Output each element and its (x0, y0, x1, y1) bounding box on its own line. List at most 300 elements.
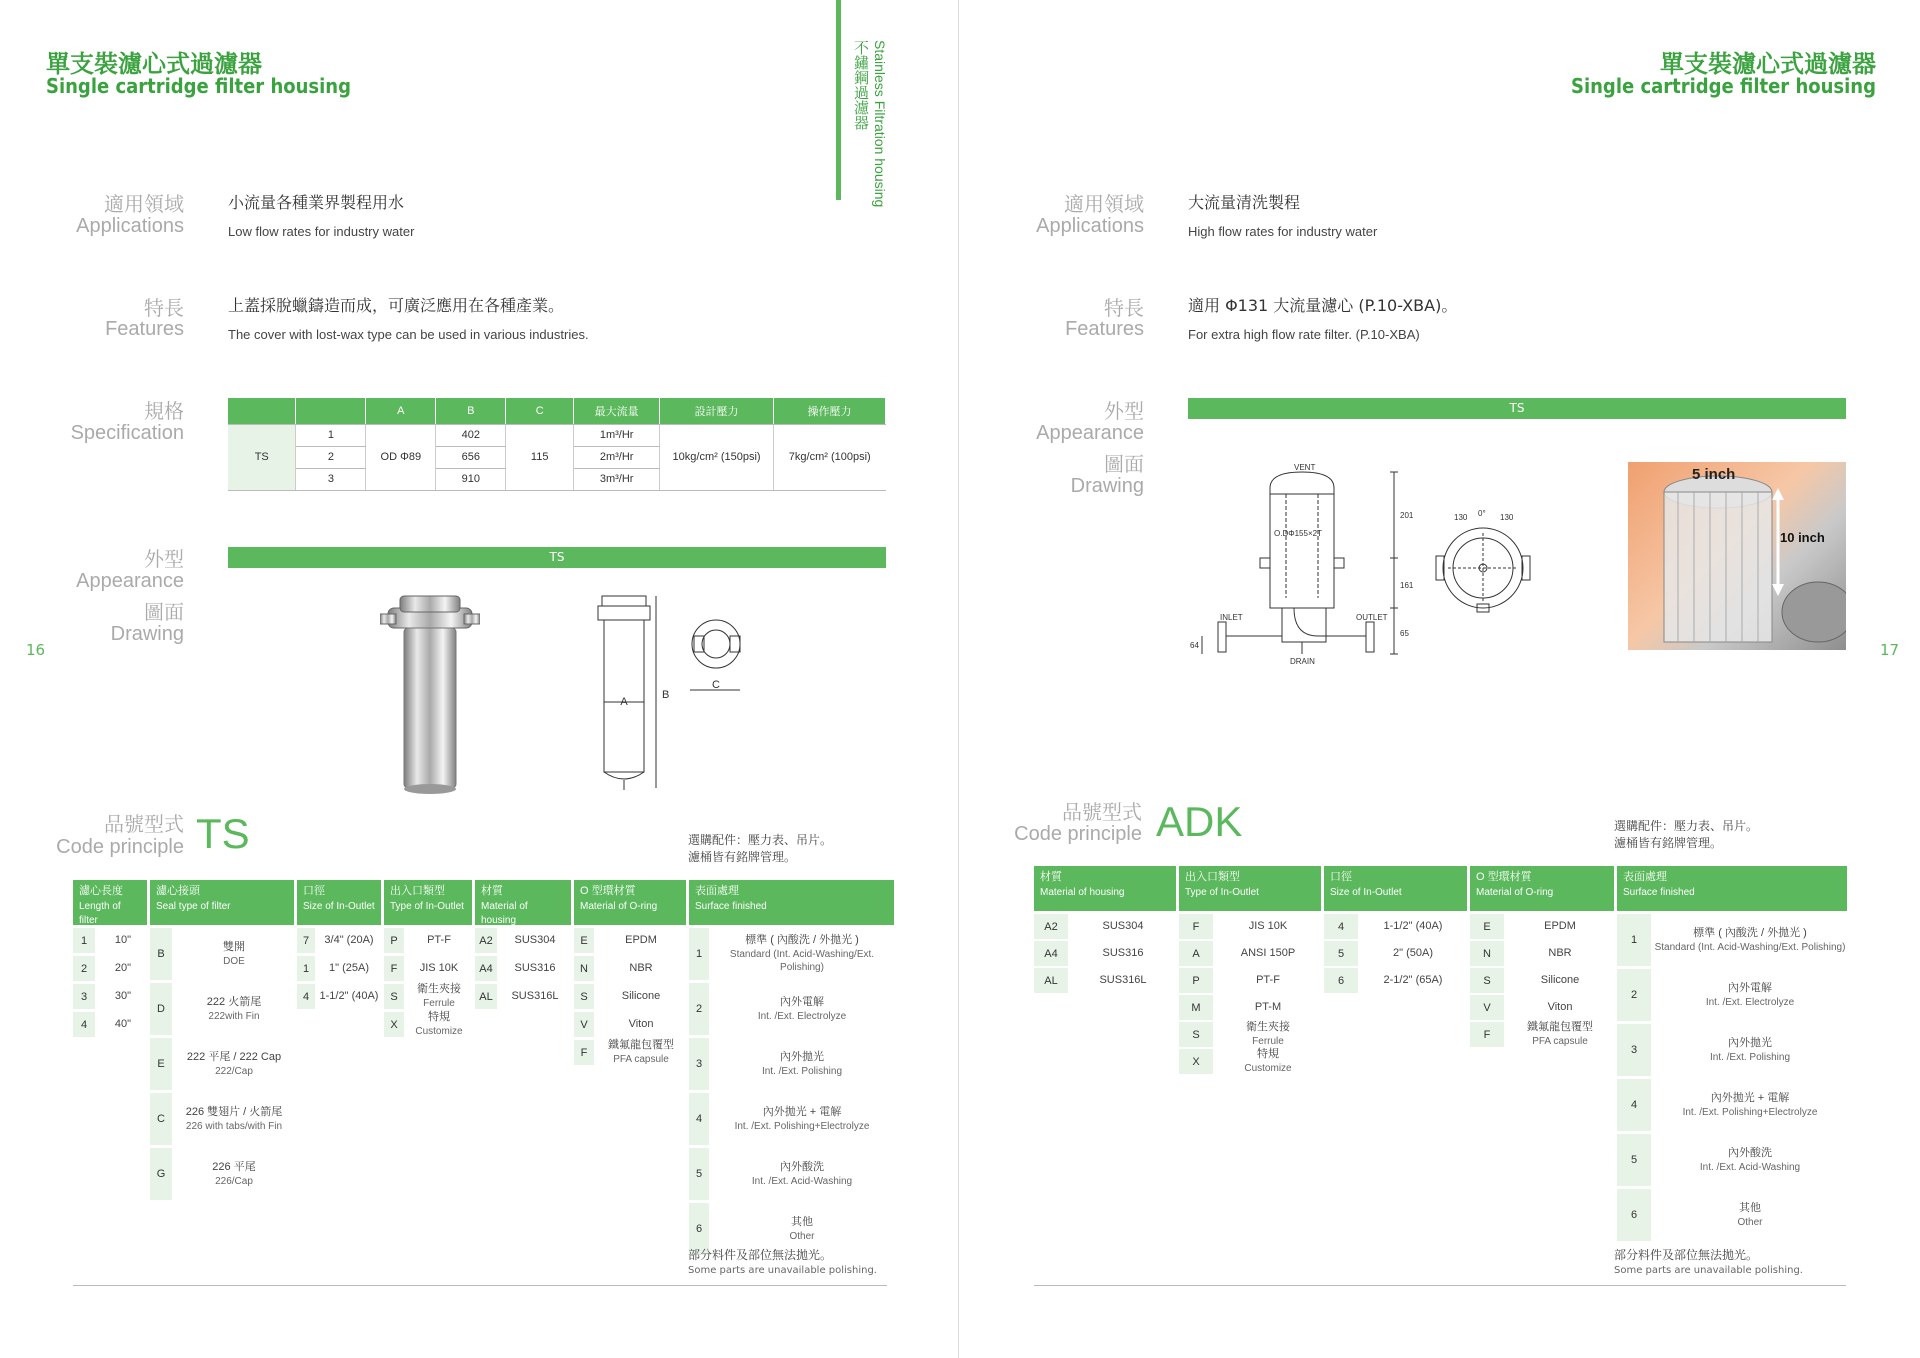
option-text: 40" (114, 1018, 132, 1031)
option-code: V (574, 1012, 594, 1037)
option-text: 內外電解 (1728, 981, 1772, 994)
features-text-zh: 適用 Φ131 大流量濾心 (P.10-XBA)。 (1188, 296, 1458, 315)
option-text: 內外拋光 + 電解 (762, 1105, 842, 1118)
option-text-en: Int. /Ext. Polishing (761, 1065, 843, 1077)
option-value (318, 928, 380, 953)
appearance-bar: TS (228, 547, 886, 568)
option-text-en: 226 with tabs/with Fin (185, 1120, 283, 1132)
option-value (597, 956, 685, 981)
option-code: S (1179, 1022, 1213, 1047)
option-text: 鐵氟龍包覆型 (1527, 1021, 1593, 1034)
col-label-en: Size of In-Outlet (303, 900, 375, 912)
dim-64: 64 (1190, 641, 1199, 650)
option-code: AL (475, 984, 497, 1009)
option-text: EPDM (625, 934, 657, 947)
option-code: 4 (73, 1012, 95, 1037)
code-model: TS (196, 810, 250, 857)
applications-text-en: Low flow rates for industry water (228, 224, 415, 239)
option-text: 1-1/2" (40A) (319, 990, 379, 1003)
option-code: E (574, 928, 594, 953)
option-code: S (384, 984, 404, 1009)
housing-drawing (590, 590, 810, 800)
code-label-en: Code principle (56, 836, 184, 858)
option-text: 內外拋光 (780, 1050, 824, 1063)
option-text: PT-M (1254, 1001, 1282, 1014)
option-code: 2 (689, 983, 709, 1035)
option-value (500, 928, 570, 953)
option-text-en: Int. /Ext. Polishing+Electrolyze (734, 1120, 870, 1132)
option-code: 1 (297, 956, 315, 981)
spec-header: A (366, 398, 436, 424)
col-label-zh: 出入口類型 (390, 885, 445, 897)
option-code: 7 (297, 928, 315, 953)
code-footnote (688, 1247, 877, 1278)
option-text: 內外拋光 (1728, 1036, 1772, 1049)
spec-row-num: 1 (296, 424, 366, 446)
drain-label: DRAIN (1290, 657, 1315, 666)
page-gutter (958, 0, 959, 1358)
appearance-label-en: Appearance (76, 570, 184, 592)
code-note-1: 選購配件：壓力表、吊片。 (688, 833, 833, 847)
option-code: B (150, 928, 172, 980)
option-text: 226 平尾 (212, 1160, 256, 1173)
option-code: 5 (1617, 1134, 1651, 1186)
col-label-en: Surface finished (1623, 886, 1695, 898)
option-code: P (384, 928, 404, 953)
spec-flow: 2m³/Hr (574, 446, 660, 468)
drawing-label-zh: 圖面 (1104, 452, 1144, 476)
option-value (712, 1093, 892, 1145)
col-size (297, 880, 381, 925)
col-label-en: Material of O-ring (1476, 886, 1554, 898)
bottom-rule (73, 1285, 887, 1286)
spec-c: 115 (506, 424, 574, 490)
col-size (1324, 866, 1467, 911)
code-note-2: 濾桶皆有銘牌管理。 (688, 849, 797, 864)
spec-table (228, 398, 886, 491)
option-code: F (1470, 1022, 1504, 1047)
option-code: X (1179, 1049, 1213, 1074)
option-code: P (1179, 968, 1213, 993)
option-value (712, 1038, 892, 1090)
option-value (1071, 914, 1175, 939)
col-label-zh: O 型環材質 (580, 885, 636, 897)
col-label-en: Type of In-Outlet (390, 900, 464, 912)
spec-row-num: 3 (296, 468, 366, 490)
option-code: S (1470, 968, 1504, 993)
option-value (1216, 1022, 1320, 1047)
option-text: 1-1/2" (40A) (1383, 920, 1443, 933)
option-code: A4 (475, 956, 497, 981)
option-code: N (1470, 941, 1504, 966)
option-value (1507, 914, 1613, 939)
col-material (1034, 866, 1176, 911)
option-value (597, 1040, 685, 1065)
side-title-zh: 不鏽鋼過濾器 (852, 40, 870, 130)
spec-header: B (436, 398, 506, 424)
option-code: 3 (689, 1038, 709, 1090)
applications-label-en: Applications (76, 215, 184, 237)
option-text-en: Int. /Ext. Electrolyze (1705, 996, 1795, 1008)
option-code: 2 (73, 956, 95, 981)
side-accent-bar (836, 0, 841, 200)
spec-label-zh: 規格 (144, 399, 184, 423)
option-text-en: Int. /Ext. Acid-Washing (1699, 1161, 1801, 1173)
col-label-en: Material of O-ring (580, 900, 658, 912)
dim-65: 65 (1400, 629, 1409, 638)
cartridge-illustration (1628, 462, 1846, 650)
spec-header: 操作壓力 (774, 398, 886, 424)
page-number: 16 (26, 641, 46, 659)
applications-label-en: Applications (1036, 215, 1144, 237)
col-type (1179, 866, 1321, 911)
option-code: F (384, 956, 404, 981)
option-value (175, 1093, 293, 1145)
dim-201: 201 (1400, 511, 1414, 520)
option-code: 6 (1324, 968, 1358, 993)
option-text: 內外酸洗 (1728, 1146, 1772, 1159)
option-value (500, 984, 570, 1009)
option-value (175, 1148, 293, 1200)
option-value (597, 928, 685, 953)
option-text: SUS316L (511, 990, 559, 1003)
option-value (712, 983, 892, 1035)
col-label-zh: 口徑 (1330, 871, 1352, 883)
spec-model: TS (228, 424, 296, 490)
option-value (712, 1148, 892, 1200)
col-label-zh: 濾心長度 (79, 885, 123, 897)
option-code: 5 (689, 1148, 709, 1200)
spec-flow: 1m³/Hr (574, 424, 660, 446)
option-value (1654, 1079, 1846, 1131)
col-label-en: Material of housing (481, 900, 528, 927)
option-text-en: Ferrule (1252, 1036, 1284, 1048)
option-value (1507, 968, 1613, 993)
spec-b: 402 (436, 424, 506, 446)
page-number: 17 (1880, 641, 1900, 659)
option-value (98, 1012, 148, 1037)
option-value (1361, 968, 1465, 993)
code-note-1: 選購配件：壓力表、吊片。 (1614, 819, 1759, 833)
option-code: M (1179, 995, 1213, 1020)
housing-photo (380, 590, 480, 800)
option-code: F (574, 1040, 594, 1065)
option-value (175, 983, 293, 1035)
option-code: N (574, 956, 594, 981)
option-text-en: 222with Fin (208, 1010, 260, 1022)
spec-flow: 3m³/Hr (574, 468, 660, 490)
option-text: 222 平尾 / 222 Cap (186, 1050, 282, 1063)
option-code: 1 (689, 928, 709, 980)
col-label-zh: 材質 (481, 885, 503, 897)
features-label-zh: 特長 (144, 296, 184, 320)
option-value (500, 956, 570, 981)
option-text: 內外電解 (780, 995, 824, 1008)
option-value (1216, 995, 1320, 1020)
code-note (1614, 818, 1758, 852)
option-text: 雙開 (223, 940, 245, 953)
option-value (712, 928, 892, 980)
spec-header: C (506, 398, 574, 424)
option-text-en: Standard (Int. Acid-Washing/Ext. Polishing) (729, 948, 875, 974)
code-note-2: 濾桶皆有銘牌管理。 (1614, 835, 1723, 850)
features-text-en: For extra high flow rate filter. (P.10-XBA) (1188, 327, 1420, 342)
dim-c-label: C (712, 679, 720, 691)
option-text: 內外拋光 + 電解 (1710, 1091, 1790, 1104)
option-code: G (150, 1148, 172, 1200)
option-code: 1 (1617, 914, 1651, 966)
option-code: A4 (1034, 941, 1068, 966)
option-text: 內外酸洗 (780, 1160, 824, 1173)
spec-oper-pressure: 7kg/cm² (100psi) (774, 424, 886, 490)
option-code: 4 (689, 1093, 709, 1145)
option-text: EPDM (1544, 920, 1576, 933)
option-text: 特規 (1257, 1048, 1279, 1061)
col-label-en: Seal type of filter (156, 900, 231, 912)
applications-text-en: High flow rates for industry water (1188, 224, 1378, 239)
spec-header (228, 398, 296, 424)
spec-row-num: 2 (296, 446, 366, 468)
option-code: 6 (689, 1203, 709, 1255)
option-text: 標準 ( 內酸洗 / 外拋光 ) (745, 934, 859, 947)
footnote-en: Some parts are unavailable polishing. (688, 1264, 877, 1276)
option-code: F (1179, 914, 1213, 939)
option-value (1654, 914, 1846, 966)
col-material (475, 880, 571, 925)
option-code: 3 (73, 984, 95, 1009)
option-text: Viton (1547, 1001, 1573, 1014)
photo-label-5inch: 5 inch (1692, 466, 1736, 483)
option-text: SUS316 (1102, 947, 1144, 960)
option-text: SUS316 (514, 962, 556, 975)
option-value (98, 956, 148, 981)
option-value (175, 1038, 293, 1090)
col-label-en: Type of In-Outlet (1185, 886, 1259, 898)
option-text: 20" (114, 962, 132, 975)
option-text-en: Int. /Ext. Electrolyze (757, 1010, 847, 1022)
option-text: 3/4" (20A) (324, 934, 374, 947)
angle-130-left: 130 (1454, 513, 1468, 522)
col-label-zh: 出入口類型 (1185, 871, 1240, 883)
option-text: PT-F (427, 934, 451, 947)
option-text: SUS316L (1099, 974, 1147, 987)
option-text-en: Customize (415, 1026, 463, 1038)
col-label-en: Length of filter (79, 900, 121, 927)
option-code: 2 (1617, 969, 1651, 1021)
option-text: 222 火箭尾 (206, 995, 262, 1008)
col-label-zh: 口徑 (303, 885, 325, 897)
col-length (73, 880, 147, 925)
option-text-en: PFA capsule (613, 1054, 669, 1066)
option-code: D (150, 983, 172, 1035)
option-text-en: Ferrule (423, 998, 455, 1010)
footnote-zh: 部分料件及部位無法拋光。 (1614, 1248, 1759, 1262)
option-text-en: Int. /Ext. Acid-Washing (751, 1175, 853, 1187)
code-label-zh: 品號型式 (1062, 800, 1142, 824)
applications-text-zh: 小流量各種業界製程用水 (228, 193, 405, 212)
code-note (688, 832, 832, 866)
option-text-en: Other (789, 1230, 815, 1242)
option-text: 特規 (428, 1011, 450, 1024)
spec-label-en: Specification (70, 422, 184, 444)
page-title-zh: 單支裝濾心式過濾器 (1660, 50, 1876, 78)
option-code: 4 (297, 984, 315, 1009)
option-value (1361, 941, 1465, 966)
option-text-en: 226/Cap (215, 1175, 253, 1187)
option-value (1216, 914, 1320, 939)
spec-b: 910 (436, 468, 506, 490)
option-value (1071, 968, 1175, 993)
option-code: 4 (1617, 1079, 1651, 1131)
col-label-en: Surface finished (695, 900, 767, 912)
option-value (1216, 941, 1320, 966)
option-code: X (384, 1012, 404, 1037)
option-text: 標準 ( 內酸洗 / 外拋光 ) (1693, 926, 1807, 939)
option-text: 2-1/2" (65A) (1383, 974, 1443, 987)
col-label-zh: 表面處理 (1623, 871, 1667, 883)
option-value (98, 984, 148, 1009)
spec-header: 設計壓力 (660, 398, 774, 424)
applications-label-zh: 適用領域 (104, 192, 184, 216)
option-value (1216, 1049, 1320, 1074)
option-code: E (1470, 914, 1504, 939)
option-code: AL (1034, 968, 1068, 993)
col-surface (689, 880, 894, 925)
drawing-label-zh: 圖面 (144, 600, 184, 624)
option-text-en: PFA capsule (1532, 1036, 1588, 1048)
option-text: JIS 10K (419, 962, 459, 975)
option-code: C (150, 1093, 172, 1145)
option-code: A2 (475, 928, 497, 953)
spec-design-pressure: 10kg/cm² (150psi) (660, 424, 774, 490)
footnote-en: Some parts are unavailable polishing. (1614, 1264, 1803, 1276)
col-label-zh: 濾心接頭 (156, 885, 200, 897)
option-value (1216, 968, 1320, 993)
option-text: 226 雙翅片 / 火箭尾 (185, 1105, 283, 1118)
option-text: 1" (25A) (329, 962, 369, 975)
option-value (597, 984, 685, 1009)
option-code: A (1179, 941, 1213, 966)
spec-a: OD Φ89 (366, 424, 436, 490)
option-text: Silicone (1540, 974, 1580, 987)
applications-label-zh: 適用領域 (1064, 192, 1144, 216)
option-code: A2 (1034, 914, 1068, 939)
col-label-zh: 表面處理 (695, 885, 739, 897)
option-text-en: Other (1737, 1216, 1763, 1228)
side-title-en: Stainless Filtration housing (872, 40, 888, 208)
option-code: S (574, 984, 594, 1009)
option-value (1071, 941, 1175, 966)
option-value (98, 928, 148, 953)
option-text: 其他 (1739, 1201, 1761, 1214)
option-text: SUS304 (1102, 920, 1144, 933)
option-code: 6 (1617, 1189, 1651, 1241)
col-oring (574, 880, 686, 925)
option-value (407, 956, 471, 981)
option-text-en: Int. /Ext. Polishing+Electrolyze (1682, 1106, 1818, 1118)
option-value (407, 1012, 471, 1037)
col-seal (150, 880, 294, 925)
option-text-en: DOE (223, 955, 245, 967)
option-text: 鐵氟龍包覆型 (608, 1039, 674, 1052)
features-text-en: The cover with lost-wax type can be used in various industries. (228, 327, 589, 342)
option-value (407, 984, 471, 1009)
option-text: PT-F (1256, 974, 1280, 987)
col-surface (1617, 866, 1847, 911)
page-title-en: Single cartridge filter housing (1571, 74, 1876, 98)
option-code: V (1470, 995, 1504, 1020)
option-value (1654, 1024, 1846, 1076)
option-text-en: 222/Cap (215, 1065, 253, 1077)
option-value (1507, 995, 1613, 1020)
option-value (1654, 1189, 1846, 1241)
option-code: 1 (73, 928, 95, 953)
option-code: 4 (1324, 914, 1358, 939)
option-text: SUS304 (514, 934, 556, 947)
option-text-en: Int. /Ext. Polishing (1709, 1051, 1791, 1063)
drawing-label-en: Drawing (1070, 475, 1144, 497)
col-oring (1470, 866, 1614, 911)
col-label-en: Size of In-Outlet (1330, 886, 1402, 898)
option-value (318, 956, 380, 981)
drawing-label-en: Drawing (110, 623, 184, 645)
option-text: 10" (114, 934, 132, 947)
code-label-zh: 品號型式 (104, 812, 184, 836)
option-text: Viton (628, 1018, 654, 1031)
bottom-rule (1034, 1285, 1846, 1286)
option-value (1507, 1022, 1613, 1047)
outlet-label: OUTLET (1356, 613, 1388, 622)
option-value (1507, 941, 1613, 966)
option-text-en: Standard (Int. Acid-Washing/Ext. Polishing) (1654, 941, 1846, 953)
features-text-zh: 上蓋採脫蠟鑄造而成，可廣泛應用在各種產業。 (228, 296, 565, 315)
option-text: 2" (50A) (1393, 947, 1433, 960)
code-model: ADK (1156, 798, 1243, 845)
col-label-en: Material of housing (1040, 886, 1125, 898)
adk-drawing (1186, 458, 1536, 668)
option-text: JIS 10K (1248, 920, 1288, 933)
inlet-label: INLET (1220, 613, 1243, 622)
option-text-en: Customize (1244, 1063, 1292, 1075)
option-value (1361, 914, 1465, 939)
option-text: Silicone (621, 990, 661, 1003)
cartridge-photo (1628, 462, 1846, 650)
appearance-label-zh: 外型 (144, 547, 184, 571)
option-text: NBR (629, 962, 653, 975)
option-code: E (150, 1038, 172, 1090)
option-text: 其他 (791, 1215, 813, 1228)
option-value (407, 928, 471, 953)
page-title-en: Single cartridge filter housing (46, 74, 351, 98)
option-value (1654, 969, 1846, 1021)
option-value (1654, 1134, 1846, 1186)
option-text: 衛生夾接 (417, 983, 461, 996)
photo-label-10inch: 10 inch (1780, 530, 1825, 545)
od-label: O.DΦ155×2T (1274, 529, 1322, 538)
spec-header (296, 398, 366, 424)
option-value (175, 928, 293, 980)
dim-a-label: A (620, 696, 628, 708)
dim-b-label: B (662, 689, 670, 701)
option-value (597, 1012, 685, 1037)
spec-b: 656 (436, 446, 506, 468)
dim-161: 161 (1400, 581, 1414, 590)
col-type (384, 880, 472, 925)
option-code: 5 (1324, 941, 1358, 966)
page-title-zh: 單支裝濾心式過濾器 (46, 50, 262, 78)
appearance-label-zh: 外型 (1104, 399, 1144, 423)
features-label-en: Features (1065, 318, 1144, 340)
